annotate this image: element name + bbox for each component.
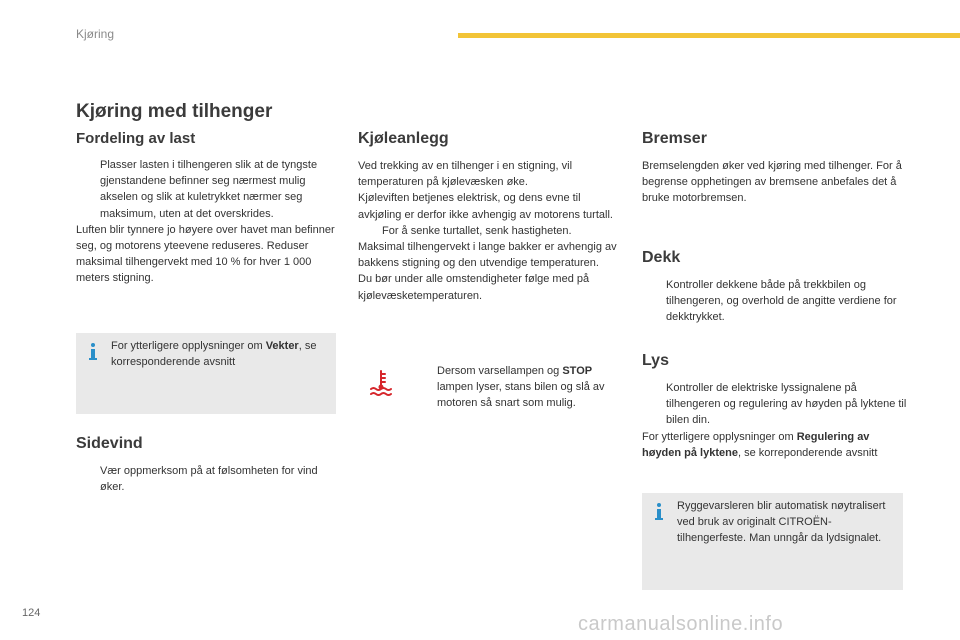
- info-icon: [654, 503, 664, 521]
- bullet-lights: Kontroller de elektriske lyssignalene på tilhengeren og regulering av høyden på lyktene til bilen din.: [642, 380, 910, 429]
- column-middle: [358, 130, 626, 304]
- paragraph-brakes: Bremselengden øker ved kjøring med tilhenger. For å begrense opphetingen av bremsene anbefales det å bruke motorbremsen.: [642, 160, 902, 205]
- bullet-mark: [642, 380, 666, 429]
- section-tyres: [642, 249, 910, 326]
- info-box-weights: [76, 333, 336, 414]
- bullet-mark: [76, 157, 100, 222]
- bullet-mark: [413, 363, 437, 412]
- bullet-load-placement: Plasser lasten i tilhengeren slik at de tyngste gjenstandene befinner seg nærmest mulig akselen og slik at kuletrykket nærmer seg maksimum, uten at det overskrides.: [76, 157, 341, 222]
- page-number: 124: [22, 607, 41, 619]
- paragraph-cooling-4: Du bør under alle omstendigheter følge med på kjølevæsketemperaturen.: [358, 273, 590, 302]
- section-label: Kjøring: [76, 27, 115, 41]
- bullet-mark: [76, 463, 100, 495]
- bullet-cooling: For å senke turtallet, senk hastigheten.: [358, 223, 626, 239]
- header-accent-bar: [458, 33, 960, 38]
- paragraph-altitude: Luften blir tynnere jo høyere over havet man befinner seg, og motorens yteevene reduseres. Reduser maksimal tilhengervekt med 10 % for hver 1 000 meters stigning.: [76, 223, 335, 285]
- coolant-temperature-warning-icon: [366, 368, 396, 398]
- section-crosswind: [76, 435, 341, 495]
- info-box-parking-sensor: [642, 493, 903, 590]
- section-lights: [642, 352, 910, 461]
- heading-crosswind: Sidevind: [76, 435, 143, 452]
- bullet-mark: [642, 277, 666, 326]
- column-left: [76, 130, 341, 287]
- bullet-crosswind: Vær oppmerksom på at følsomheten for vind øker.: [76, 463, 341, 495]
- heading-cooling: Kjøleanlegg: [358, 130, 449, 147]
- bullet-mark: [358, 223, 382, 239]
- heading-brakes: Bremser: [642, 130, 707, 147]
- watermark: carmanualsonline.info: [578, 613, 784, 635]
- info-text-parking-sensor: Ryggevarsleren blir automatisk nøytralisert ved bruk av originalt CITROËN-tilhengerfeste. Man unngår da lydsignalet.: [677, 500, 886, 545]
- bullet-warning-lamp: Dersom varsellampen og STOP lampen lyser, stans bilen og slå av motoren så snart som mulig.: [413, 363, 623, 412]
- page-title: Kjøring med tilhenger: [76, 101, 273, 122]
- paragraph-cooling-3: Maksimal tilhengervekt i lange bakker er avhengig av bakkens stigning og den utvendige temperaturen.: [358, 241, 617, 270]
- info-text-weights: For ytterligere opplysninger om Vekter, se korresponderende avsnitt: [111, 340, 317, 369]
- paragraph-lights: For ytterligere opplysninger om Regulering av høyden på lyktene, se korreponderende avsnitt: [642, 430, 878, 459]
- column-right: [642, 130, 910, 207]
- paragraph-cooling-1: Ved trekking av en tilhenger i en stigning, vil temperaturen på kjølevæsken øke.: [358, 160, 573, 189]
- heading-load-distribution: Fordeling av last: [76, 130, 196, 147]
- bullet-tyres: Kontroller dekkene både på trekkbilen og tilhengeren, og overhold de angitte verdiene for dekktrykket.: [642, 277, 910, 326]
- heading-tyres: Dekk: [642, 249, 681, 266]
- info-icon: [88, 343, 98, 361]
- paragraph-cooling-2: Kjøleviften betjenes elektrisk, og dens evne til avkjøling er derfor ikke avhengig av motorens turtall.: [358, 192, 613, 221]
- heading-lights: Lys: [642, 352, 669, 369]
